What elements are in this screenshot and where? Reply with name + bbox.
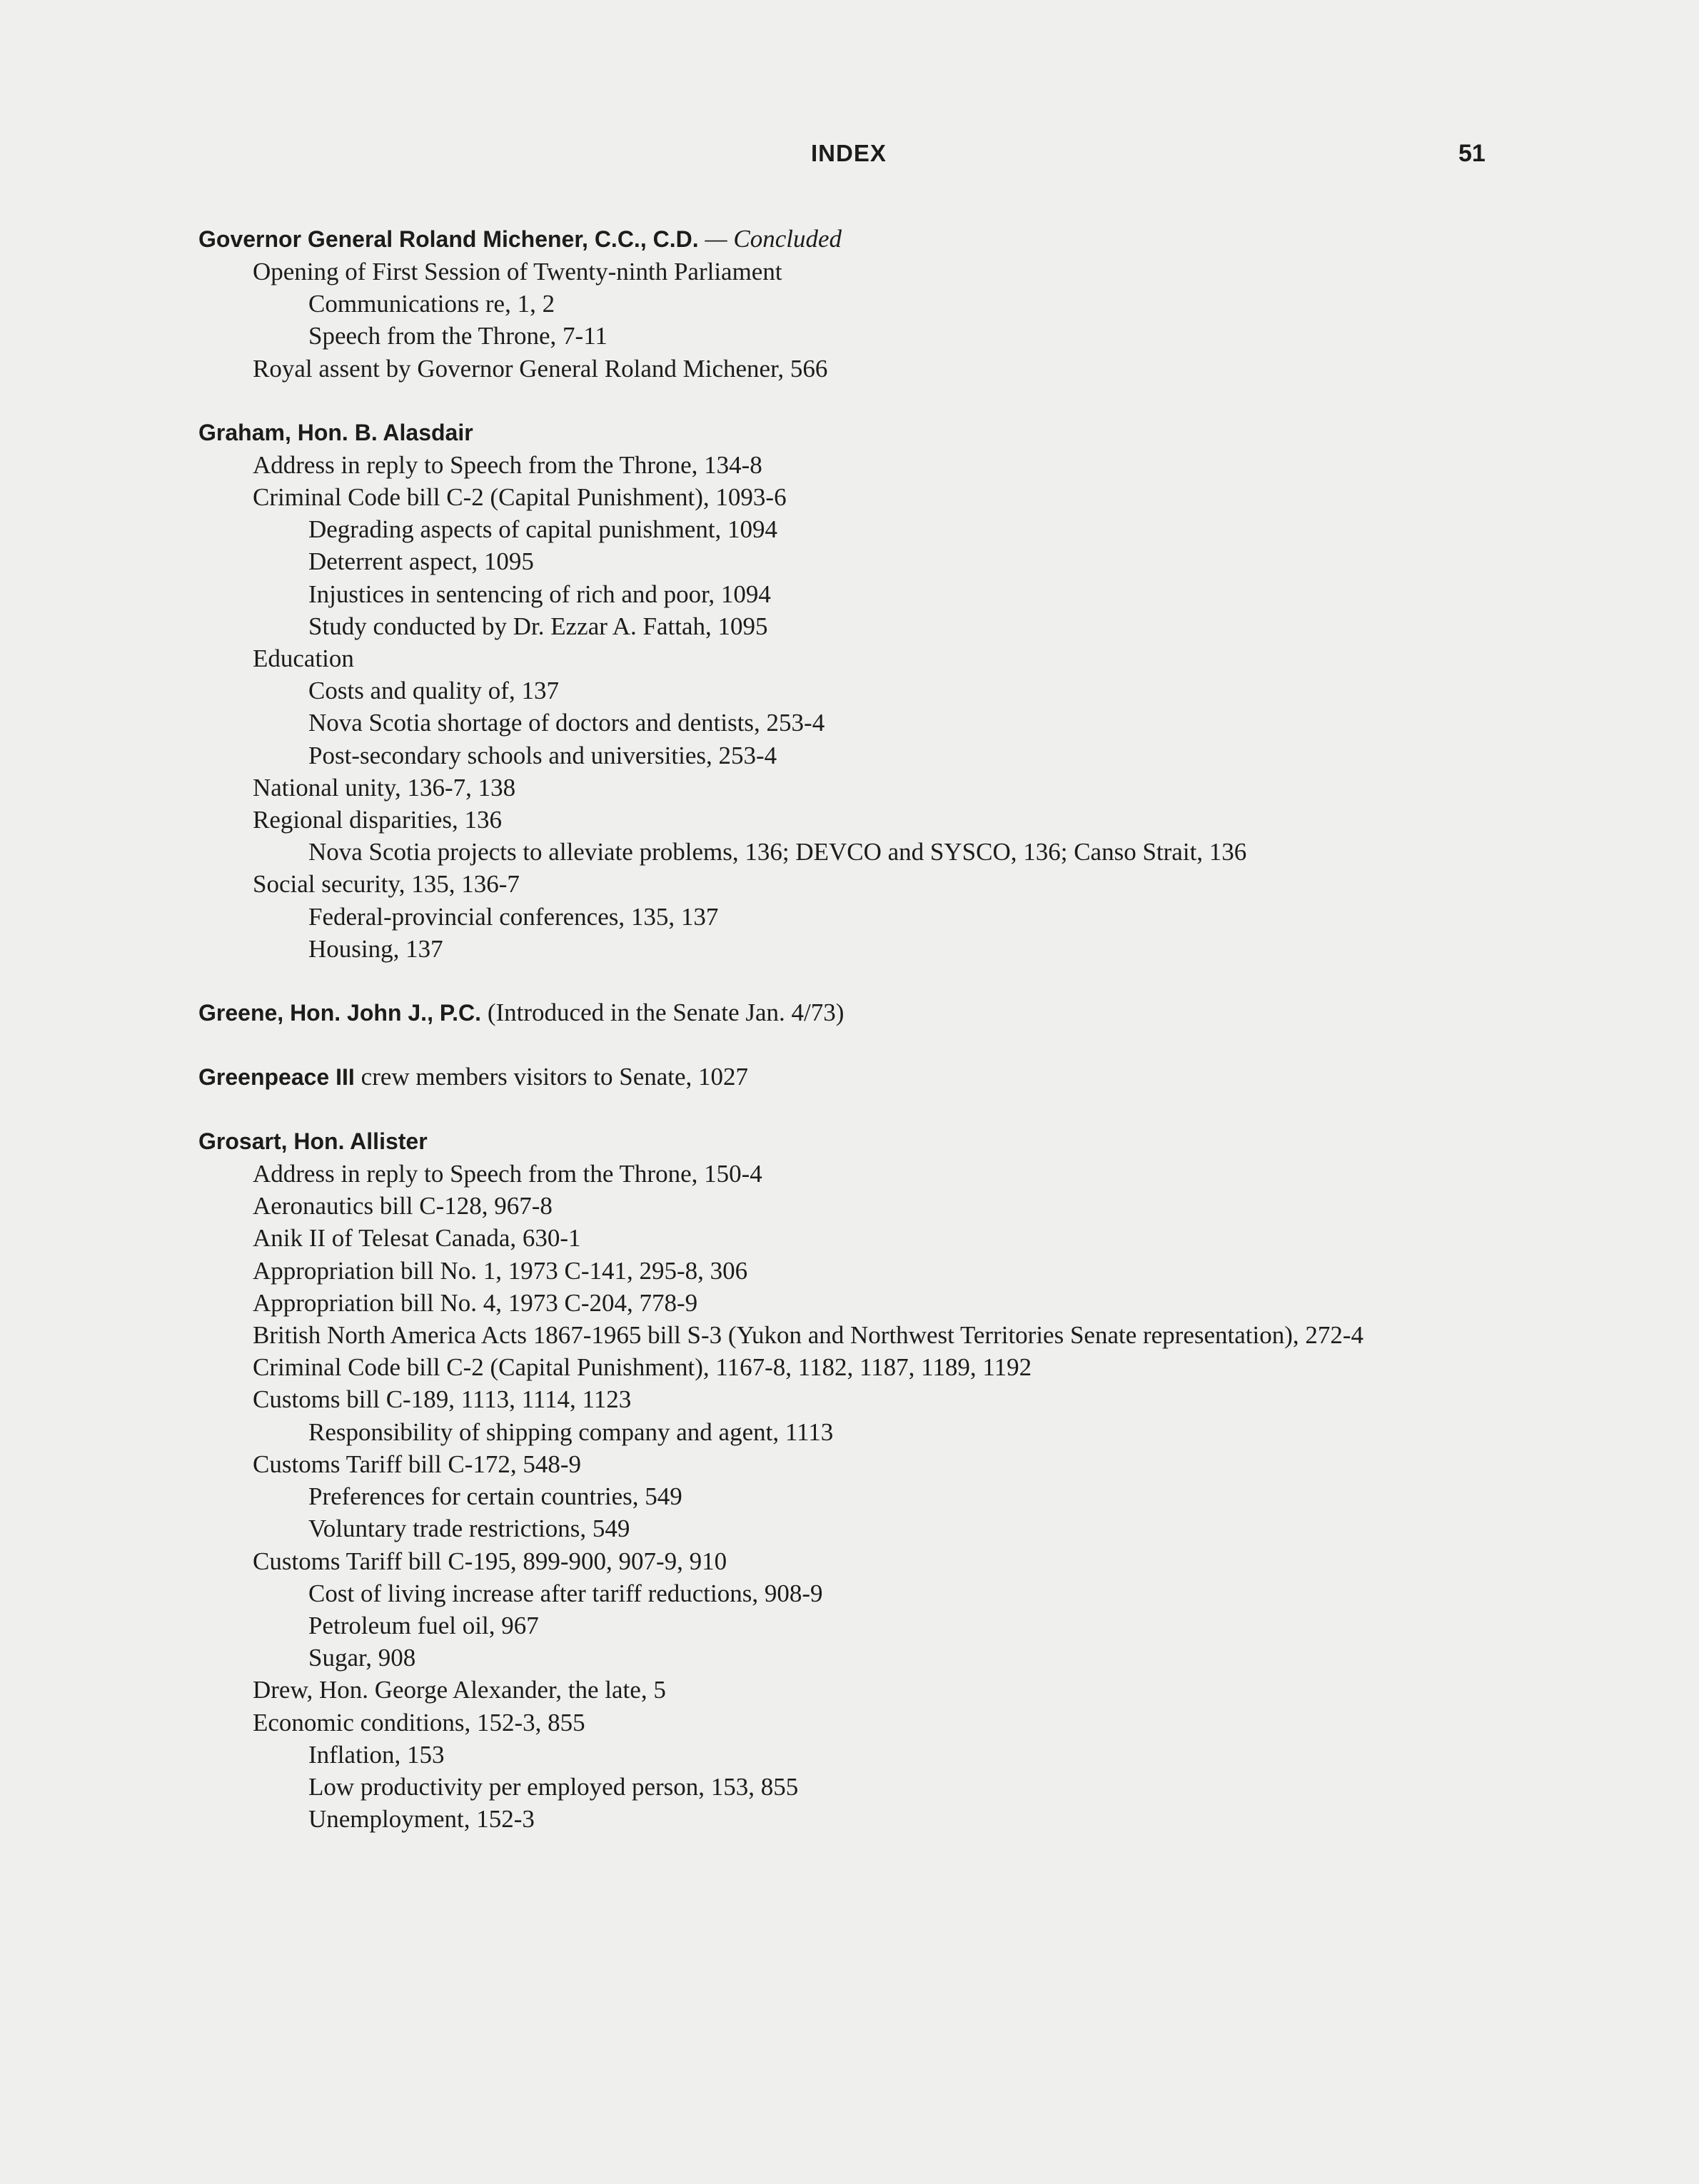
subentry: Address in reply to Speech from the Throne, 134-8 bbox=[253, 450, 762, 479]
subentry: Criminal Code bill C-2 (Capital Punishment), 1167-8, 1182, 1187, 1189, 1192 bbox=[253, 1353, 1032, 1382]
index-entry bbox=[198, 416, 1512, 965]
subentry: Communications re, 1, 2 bbox=[308, 290, 555, 318]
subentry: National unity, 136-7, 138 bbox=[253, 773, 516, 802]
subentry: British North America Acts 1867-1965 bill S-3 (Yukon and Northwest Territories Senate representation), 272-4 bbox=[253, 1321, 1364, 1350]
subentry: Inflation, 153 bbox=[308, 1740, 445, 1769]
entry-heading bbox=[198, 996, 1512, 1029]
page-number: 51 bbox=[1458, 140, 1486, 167]
subentry: Social security, 135, 136-7 bbox=[253, 870, 520, 899]
subentry: Petroleum fuel oil, 967 bbox=[308, 1611, 539, 1639]
index-entry bbox=[198, 223, 1512, 385]
subentry: Regional disparities, 136 bbox=[253, 806, 502, 834]
entry-heading bbox=[198, 1125, 1512, 1158]
entry-heading bbox=[198, 416, 1512, 449]
index-entry bbox=[198, 1061, 1512, 1093]
subentry: Degrading aspects of capital punishment, 1094 bbox=[308, 515, 778, 544]
entry-continuation: — Concluded bbox=[705, 225, 842, 253]
subentry: Speech from the Throne, 7-11 bbox=[308, 322, 607, 350]
entry-name: Grosart, Hon. Allister bbox=[198, 1128, 428, 1155]
entry-heading bbox=[198, 1061, 1512, 1093]
entry-name: Greene, Hon. John J., P.C. bbox=[198, 1000, 481, 1026]
subentry: Economic conditions, 152-3, 855 bbox=[253, 1708, 585, 1736]
subentry: Opening of First Session of Twenty-ninth Parliament bbox=[253, 258, 782, 285]
subentry: Address in reply to Speech from the Throne, 150-4 bbox=[253, 1160, 762, 1188]
subentry: Aeronautics bill C-128, 967-8 bbox=[253, 1192, 553, 1220]
subentry: Appropriation bill No. 4, 1973 C-204, 778-9 bbox=[253, 1288, 698, 1317]
entry-name: Graham, Hon. B. Alasdair bbox=[198, 419, 473, 445]
subentry: Customs bill C-189, 1113, 1114, 1123 bbox=[253, 1385, 632, 1414]
subentry: Appropriation bill No. 1, 1973 C-141, 295-8, 306 bbox=[253, 1256, 748, 1285]
subentry: Drew, Hon. George Alexander, the late, 5 bbox=[253, 1676, 666, 1704]
index-entry bbox=[198, 1125, 1512, 1835]
subentry: Cost of living increase after tariff reductions, 908-9 bbox=[308, 1579, 823, 1607]
subentry: Sugar, 908 bbox=[308, 1644, 416, 1672]
page-header-title: INDEX bbox=[811, 140, 887, 166]
entry-name: Governor General Roland Michener, C.C., C.D. bbox=[198, 226, 699, 252]
subentry: Deterrent aspect, 1095 bbox=[308, 547, 534, 576]
entry-name: Greenpeace III bbox=[198, 1064, 355, 1091]
subentry: Federal-provincial conferences, 135, 137 bbox=[308, 902, 719, 931]
subentry: Post-secondary schools and universities, 253-4 bbox=[308, 741, 777, 769]
index-entry bbox=[198, 996, 1512, 1029]
subentry: Low productivity per employed person, 153, 855 bbox=[308, 1772, 799, 1801]
subentry: Nova Scotia projects to alleviate problems, 136; DEVCO and SYSCO, 136; Canso Strait, 136 bbox=[308, 838, 1247, 866]
entry-heading bbox=[198, 223, 1512, 256]
subentry: Unemployment, 152-3 bbox=[308, 1805, 535, 1834]
entry-note: (Introduced in the Senate Jan. 4/73) bbox=[487, 999, 845, 1027]
entry-note: crew members visitors to Senate, 1027 bbox=[361, 1063, 749, 1091]
subentry: Preferences for certain countries, 549 bbox=[308, 1482, 682, 1511]
subentry: Costs and quality of, 137 bbox=[308, 677, 559, 705]
subentry: Responsibility of shipping company and agent, 1113 bbox=[308, 1417, 834, 1446]
subentry: Nova Scotia shortage of doctors and dentists, 253-4 bbox=[308, 709, 825, 737]
subentry: Criminal Code bill C-2 (Capital Punishment), 1093-6 bbox=[253, 483, 787, 512]
subentry: Anik II of Telesat Canada, 630-1 bbox=[253, 1224, 581, 1253]
subentry: Customs Tariff bill C-172, 548-9 bbox=[253, 1450, 582, 1478]
subentry: Customs Tariff bill C-195, 899-900, 907-9, 910 bbox=[253, 1547, 727, 1575]
subentry: Injustices in sentencing of rich and poor, 1094 bbox=[308, 580, 771, 608]
subentry: Study conducted by Dr. Ezzar A. Fattah, 1095 bbox=[308, 612, 768, 640]
subentry: Housing, 137 bbox=[308, 934, 443, 963]
subentry: Education bbox=[253, 644, 354, 673]
subentry: Voluntary trade restrictions, 549 bbox=[308, 1515, 630, 1543]
subentry: Royal assent by Governor General Roland Michener, 566 bbox=[253, 354, 828, 383]
index-content bbox=[198, 223, 1512, 1866]
